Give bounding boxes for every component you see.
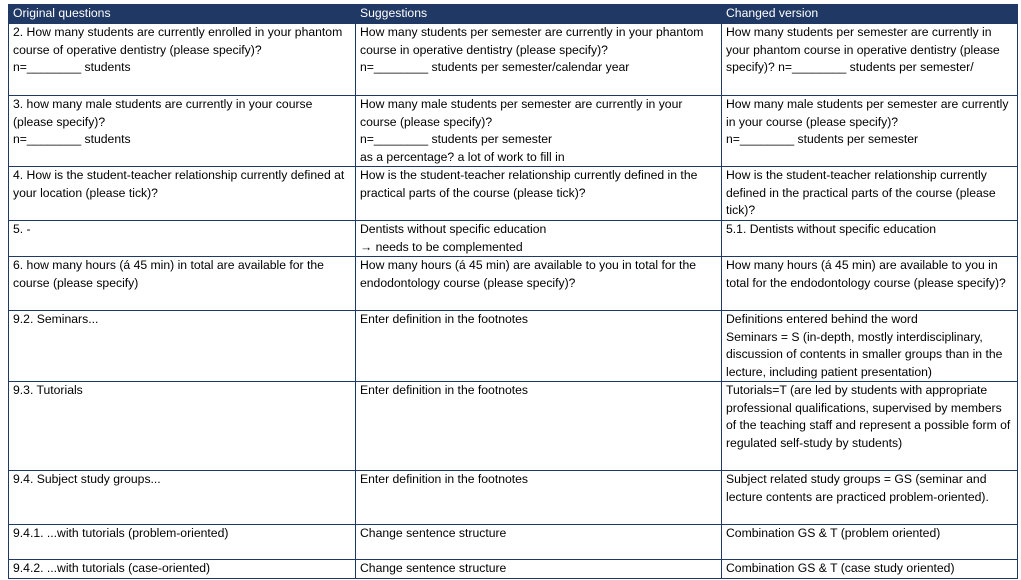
cell-suggestion: How many hours (á 45 min) are available to you in total for the endodontology course (please specify)? xyxy=(356,257,722,311)
table-row xyxy=(9,311,1018,382)
header-original-questions: Original questions xyxy=(9,5,356,24)
cell-changed: How many hours (á 45 min) are available to you in total for the endodontology course (please specify)? xyxy=(722,257,1018,311)
cell-suggestion: Enter definition in the footnotes xyxy=(356,471,722,525)
table-row xyxy=(9,560,1018,579)
table-row xyxy=(9,96,1018,167)
header-suggestions: Suggestions xyxy=(356,5,722,24)
cell-original: 9.4. Subject study groups... xyxy=(9,471,356,525)
table-row xyxy=(9,382,1018,471)
cell-changed: How many male students per semester are currently in your course (please specify)? n=________ students per semester xyxy=(722,96,1018,167)
cell-original: 4. How is the student-teacher relationship currently defined at your location (please tick)? xyxy=(9,167,356,221)
table-row xyxy=(9,24,1018,96)
table-row xyxy=(9,471,1018,525)
cell-original: 3. how many male students are currently in your course (please specify)? n=________ students xyxy=(9,96,356,167)
cell-changed: Subject related study groups = GS (seminar and lecture contents are practiced problem-oriented). xyxy=(722,471,1018,525)
header-changed-version: Changed version xyxy=(722,5,1018,24)
cell-original: 9.4.1. ...with tutorials (problem-oriented) xyxy=(9,525,356,560)
cell-original: 9.3. Tutorials xyxy=(9,382,356,471)
cell-suggestion: Enter definition in the footnotes xyxy=(356,311,722,382)
cell-changed: Combination GS & T (problem oriented) xyxy=(722,525,1018,560)
cell-original: 5. - xyxy=(9,221,356,257)
cell-original: 9.4.2. ...with tutorials (case-oriented) xyxy=(9,560,356,579)
cell-changed: How is the student-teacher relationship currently defined in the practical parts of the course (please tick)? xyxy=(722,167,1018,221)
table-row xyxy=(9,167,1018,221)
cell-original: 9.2. Seminars... xyxy=(9,311,356,382)
comparison-table xyxy=(8,4,1018,579)
cell-suggestion: How is the student-teacher relationship currently defined in the practical parts of the course (please tick)? xyxy=(356,167,722,221)
table-row xyxy=(9,525,1018,560)
cell-original: 2. How many students are currently enrolled in your phantom course of operative dentistry (please specify)? n=________ students xyxy=(9,24,356,96)
table-row xyxy=(9,257,1018,311)
cell-changed: Definitions entered behind the word Seminars = S (in-depth, mostly interdisciplinary, discussion of contents in smaller groups than in the lecture, including patient presentation) xyxy=(722,311,1018,382)
cell-original: 6. how many hours (á 45 min) in total are available for the course (please specify) xyxy=(9,257,356,311)
cell-changed: Tutorials=T (are led by students with appropriate professional qualifications, supervised by members of the teaching staff and represent a possible form of regulated self-study by students) xyxy=(722,382,1018,471)
cell-changed: How many students per semester are currently in your phantom course in operative dentistry (please specify)? n=________ students per semester/ xyxy=(722,24,1018,96)
comparison-table-container xyxy=(8,4,1017,579)
table-row xyxy=(9,221,1018,257)
cell-changed: 5.1. Dentists without specific education xyxy=(722,221,1018,257)
cell-suggestion: Change sentence structure xyxy=(356,525,722,560)
cell-suggestion: How many students per semester are currently in your phantom course in operative dentistry (please specify)? n=________ students per semester/calendar year xyxy=(356,24,722,96)
cell-suggestion: Change sentence structure xyxy=(356,560,722,579)
table-header-row xyxy=(9,5,1018,24)
cell-suggestion: How many male students per semester are currently in your course (please specify)? n=________ students per semester as a percentage? a lot of work to fill in xyxy=(356,96,722,167)
cell-changed: Combination GS & T (case study oriented) xyxy=(722,560,1018,579)
cell-suggestion: Enter definition in the footnotes xyxy=(356,382,722,471)
cell-suggestion: Dentists without specific education → needs to be complemented xyxy=(356,221,722,257)
